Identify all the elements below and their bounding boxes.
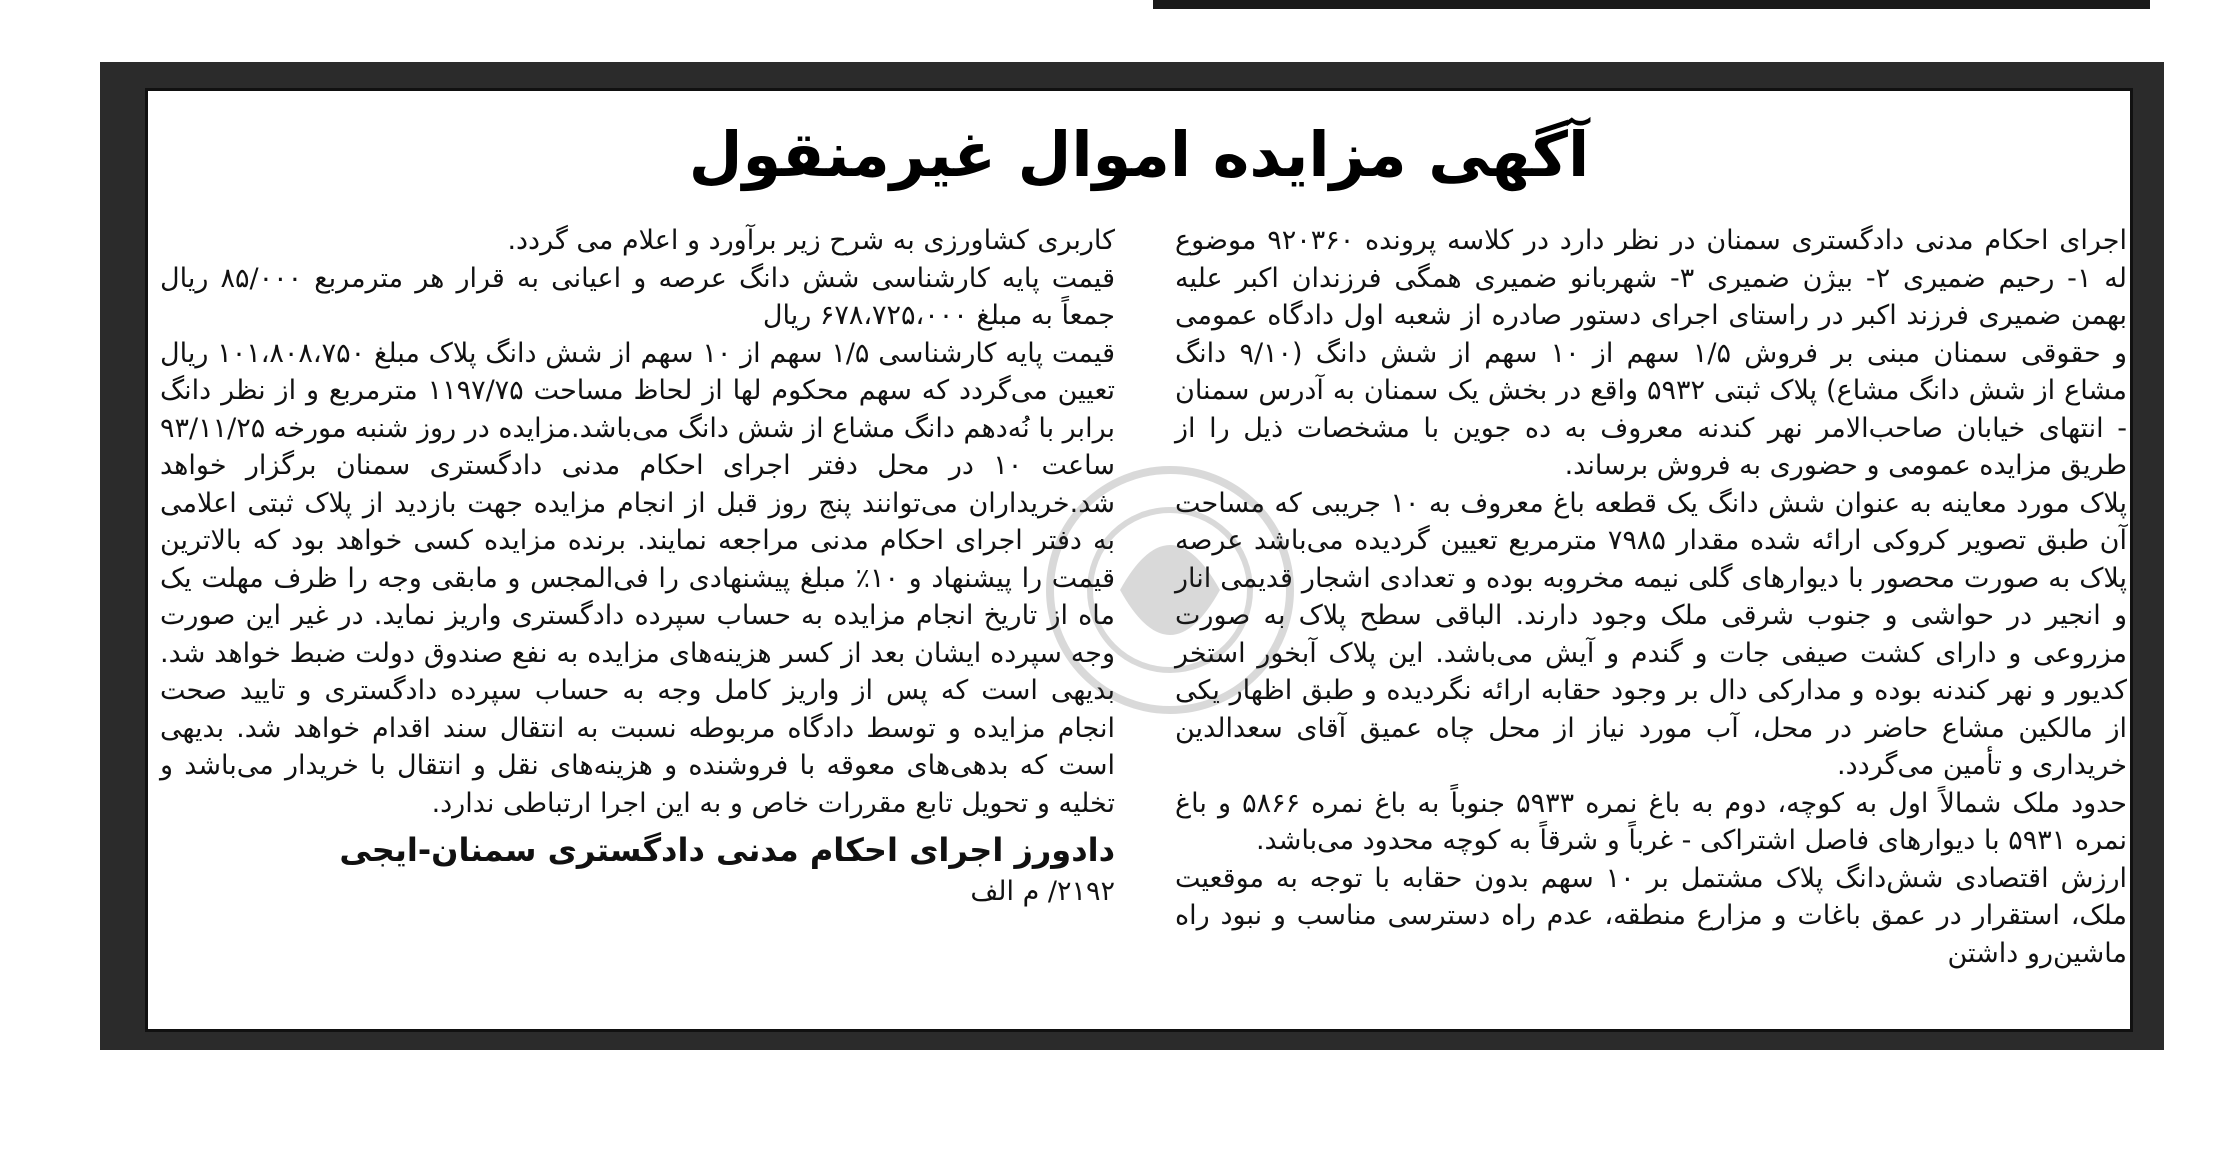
right-paragraph-3: حدود ملک شمالاً اول به کوچه، دوم به باغ نمره ۵۹۳۳ جنوباً به باغ نمره ۵۸۶۶ و باغ نمره ۵۹۳۱ با دیوارهای فاصل اشتراکی - غرباً و شرقاً به کوچه محدود می‌باشد.: [1175, 787, 2127, 856]
left-paragraph-2: قیمت پایه کارشناسی شش دانگ عرصه و اعیانی به قرار هر مترمربع ۸۵/۰۰۰ ریال جمعاً به مبلغ ۶۷۸،۷۲۵،۰۰۰ ریال: [160, 262, 1115, 331]
top-rule: [1153, 0, 2150, 9]
left-paragraph-1: کاربری کشاورزی به شرح زیر برآورد و اعلام می گردد.: [507, 225, 1115, 256]
right-column: [1175, 222, 2127, 972]
right-paragraph-2: پلاک مورد معاینه به عنوان شش دانگ یک قطعه باغ معروف به ۱۰ جریبی که مساحت آن طبق تصویر کروکی ارائه شده مقدار ۷۹۸۵ مترمربع تعیین گردیده می‌باشد عرصه پلاک به صورت محصور با دیوارهای گلی نیمه مخروبه بوده و تعدادی اشجار قدیمی انار و انجیر در حواشی و جنوب شرقی ملک وجود دارند. الباقی سطح پلاک به صورت مزروعی و دارای کشت صیفی جات و گندم و آیش می‌باشد. این پلاک آبخور استخر کدیور و نهر کندنه بوده و مدارکی دال بر وجود حقابه ارائه نگردیده و طبق اظهار یکی از مالکین مشاع حاضر در محل، آب مورد نیاز از محل چاه عمیق آقای سعدالدین خریداری و تأمین می‌گردد.: [1175, 487, 2128, 781]
signature: دادورز اجرای احکام مدنی دادگستری سمنان-ایجی: [339, 831, 1115, 869]
left-column: [160, 222, 1115, 912]
reference-number: ۲۱۹۲/ م الف: [970, 876, 1115, 907]
right-paragraph-4: ارزش اقتصادی شش‌دانگ پلاک مشتمل بر ۱۰ سهم بدون حقابه با توجه به موقعیت ملک، استقرار در عمق باغات و مزارع منطقه، عدم راه دسترسی مناسب و نبود راه ماشین‌رو داشتن: [1175, 862, 2127, 969]
left-paragraph-3: قیمت پایه کارشناسی ۱/۵ سهم از ۱۰ سهم از شش دانگ پلاک مبلغ ۱۰۱،۸۰۸،۷۵۰ ریال تعیین می‌گردد که سهم محکوم لها از لحاظ مساحت ۱۱۹۷/۷۵ مترمربع و از نظر دانگ برابر با نُه‌دهم دانگ مشاع از شش دانگ می‌باشد.مزایده در روز شنبه مورخه ۹۳/۱۱/۲۵ ساعت ۱۰ در محل دفتر اجرای احکام مدنی دادگستری سمنان برگزار خواهد شد.خریداران می‌توانند پنج روز قبل از انجام مزایده جهت بازدید از پلاک ثبتی اعلامی به دفتر اجرای احکام مدنی مراجعه نمایند. برنده مزایده کسی خواهد بود که بالاترین قیمت را پیشنهاد و ۱۰٪ مبلغ پیشنهادی را فی‌المجس و مابقی وجه را ظرف مهلت یک ماه از تاریخ انجام مزایده به حساب سپرده دادگستری واریز نماید. در غیر این صورت وجه سپرده ایشان بعد از کسر هزینه‌های مزایده به نفع صندوق دولت ضبط خواهد شد. بدیهی است که پس از واریز کامل وجه به حساب سپرده دادگستری و تایید صحت انجام مزایده و توسط دادگاه مربوطه نسبت به انتقال سند اقدام خواهد شد. بدیهی است که بدهی‌های معوقه با فروشنده و هزینه‌های نقل و انتقال با خریدار می‌باشد و تخلیه و تحویل تابع مقررات خاص و به این اجرا ارتباطی ندارد.: [160, 337, 1115, 819]
right-paragraph-1: اجرای احکام مدنی دادگستری سمنان در نظر دارد در کلاسه پرونده ۹۲۰۳۶۰ موضوع له ۱- رحیم ضمیری ۲- بیژن ضمیری ۳- شهربانو ضمیری همگی فرزندان اکبر علیه بهمن ضمیری فرزند اکبر در راستای اجرای دستور صادره از شعبه اول دادگاه عمومی و حقوقی سمنان مبنی بر فروش ۱/۵ سهم از ۱۰ سهم از شش دانگ (۹/۱۰ دانگ مشاع از شش دانگ مشاع) پلاک ثبتی ۵۹۳۲ واقع در بخش یک سمنان به آدرس سمنان - انتهای خیابان صاحب‌الامر نهر کندنه معروف به ده جوین با مشخصات ذیل را از طریق مزایده عمومی و حضوری به فروش برساند.: [1175, 225, 2128, 481]
notice-title: آگهی مزایده اموال غیرمنقول: [688, 118, 1590, 191]
